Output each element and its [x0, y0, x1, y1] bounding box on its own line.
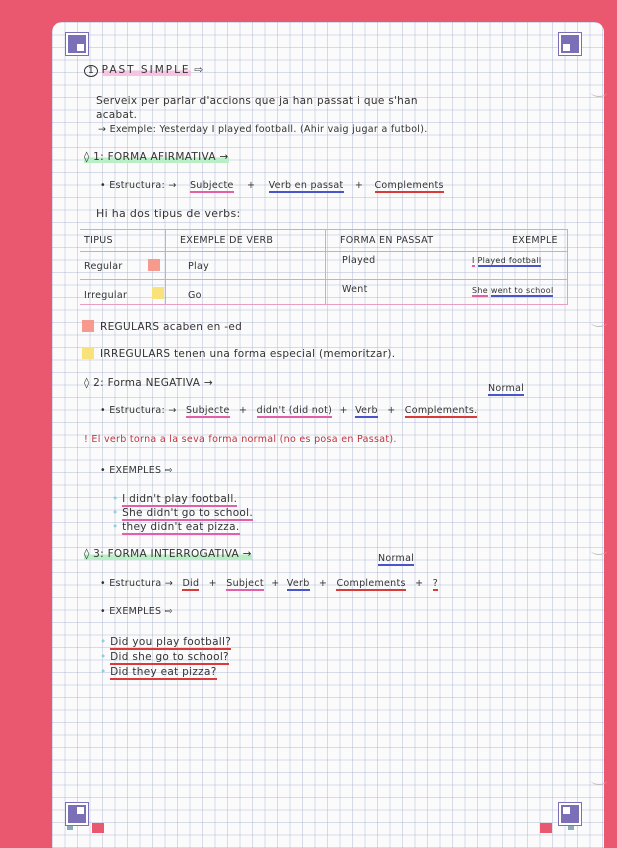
- page-marker: [540, 823, 552, 833]
- irregular-swatch: [152, 287, 164, 299]
- structure-line: • Estructura → Did + Subject + Verb + Complements + ?: [100, 578, 439, 589]
- binder-hole-icon: [591, 546, 607, 555]
- section-heading: ◊ 1: FORMA AFIRMATIVA →: [84, 151, 229, 163]
- verb-term: Verb en passat: [268, 180, 344, 191]
- warning-note: ! El verb torna a la seva forma normal (no es posa en Passat).: [84, 434, 397, 445]
- example-line: • Did you play football?: [100, 636, 232, 648]
- corner-bracket-icon: [66, 803, 88, 825]
- corner-bracket-icon: [66, 33, 88, 55]
- intro-line: Serveix per parlar d'accions que ja han passat i que s'han: [96, 95, 418, 107]
- arrow-icon: ⇨: [194, 64, 204, 76]
- normal-annotation: Normal: [378, 553, 415, 564]
- section-heading: ◊ 3: FORMA INTERROGATIVA →: [84, 548, 252, 560]
- table-cell: She went to school: [472, 286, 554, 295]
- structure-line: • Estructura: → Subjecte + didn't (did not) + Verb + Complements.: [100, 405, 478, 416]
- corner-bracket-icon: [559, 803, 581, 825]
- table-cell: Play: [188, 261, 210, 272]
- page-marker: [568, 826, 574, 830]
- section-number: 1: [84, 65, 98, 77]
- binder-hole-icon: [591, 318, 607, 327]
- table-cell: I Played football: [472, 256, 542, 265]
- irregular-legend: IRREGULARS tenen una forma especial (memoritzar).: [100, 348, 396, 360]
- page-marker: [92, 823, 104, 833]
- table-cell: Played: [342, 255, 376, 266]
- table-header: TIPUS: [84, 235, 113, 246]
- normal-annotation: Normal: [488, 383, 525, 394]
- irregular-legend-swatch: [82, 347, 94, 359]
- section-heading: ◊ 2: Forma NEGATIVA →: [84, 377, 213, 389]
- table-cell: Went: [342, 284, 368, 295]
- example-line: • She didn't go to school.: [112, 507, 254, 519]
- table-header: EXEMPLE DE VERB: [180, 235, 274, 246]
- example-line: • I didn't play football.: [112, 493, 238, 505]
- verb-types-table: [80, 229, 568, 305]
- corner-bracket-icon: [559, 33, 581, 55]
- table-cell: Go: [188, 290, 202, 301]
- page-heading: [84, 64, 203, 76]
- table-cell: Regular: [84, 261, 123, 272]
- example-line: • Did they eat pizza?: [100, 666, 217, 678]
- page-marker: [67, 826, 73, 830]
- structure-line: • Estructura: → Subjecte + Verb en passat + Complements: [100, 180, 444, 191]
- page-title: PAST SIMPLE: [101, 64, 191, 76]
- table-header: EXEMPLE: [512, 235, 558, 246]
- example-line: • they didn't eat pizza.: [112, 521, 240, 533]
- binder-hole-icon: [591, 776, 607, 785]
- example-line: • Did she go to school?: [100, 651, 229, 663]
- examples-label: • EXEMPLES ⇨: [100, 465, 173, 476]
- regular-swatch: [148, 259, 160, 271]
- binder-hole-icon: [591, 88, 607, 97]
- regular-legend-swatch: [82, 320, 94, 332]
- intro-line: acabat.: [96, 109, 138, 121]
- subject-term: Subjecte: [189, 180, 234, 191]
- types-line: Hi ha dos tipus de verbs:: [96, 207, 241, 220]
- regular-legend: REGULARS acaben en -ed: [100, 321, 243, 333]
- complements-term: Complements: [374, 180, 444, 191]
- table-cell: Irregular: [84, 290, 128, 301]
- table-header: FORMA EN PASSAT: [340, 235, 434, 246]
- intro-example: → Exemple: Yesterday I played football. (Ahir vaig jugar a futbol).: [98, 124, 428, 135]
- examples-label: • EXEMPLES ⇨: [100, 606, 173, 617]
